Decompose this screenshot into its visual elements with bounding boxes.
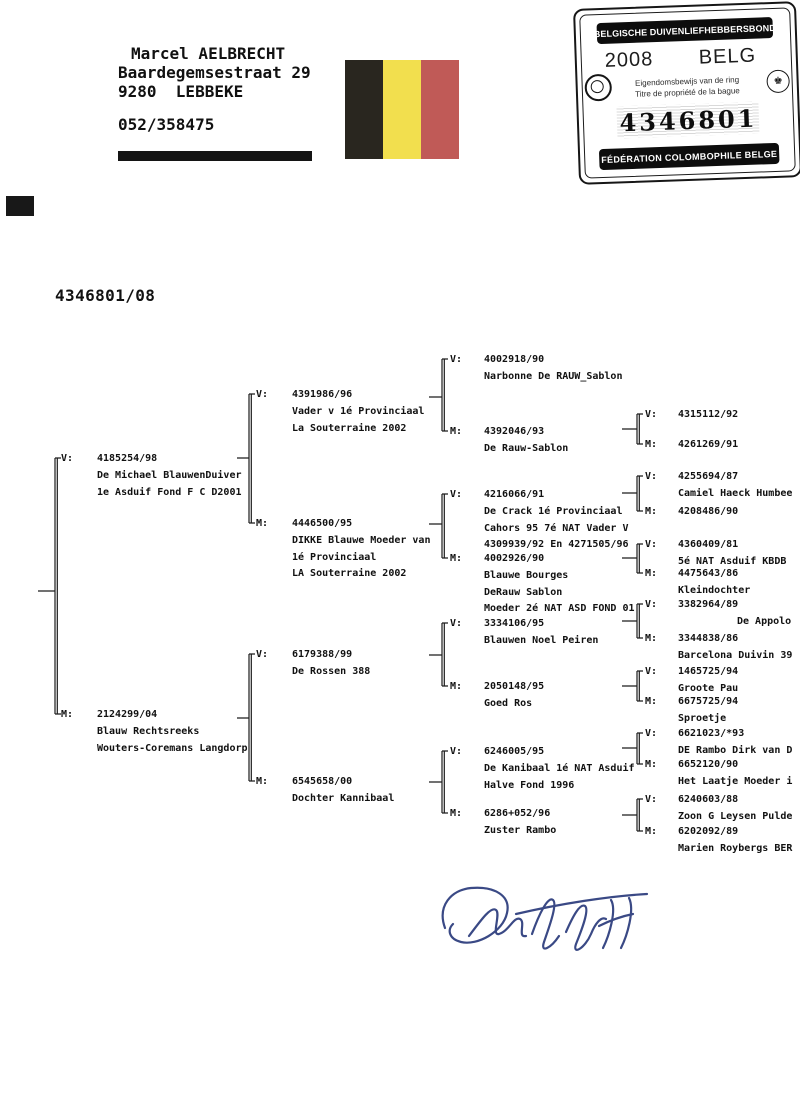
pigeon-info-line: Narbonne De RAUW_Sablon	[484, 370, 623, 382]
dam-label: M:	[645, 506, 658, 517]
dam-label: M:	[61, 709, 74, 720]
stamp-top-banner: BELGISCHE DUIVENLIEFHEBBERSBOND	[597, 17, 774, 44]
pigeon-info-line: Blauwe Bourges	[484, 569, 569, 581]
ring-number: 4475643/86	[678, 568, 739, 579]
flag-black-band	[345, 60, 383, 159]
pedigree-node-gen3-3	[450, 487, 629, 554]
pedigree-node-gen2-1	[256, 387, 424, 437]
sender-phone: 052/358475	[118, 115, 215, 134]
pedigree-node-gen4-7	[645, 597, 791, 631]
pedigree-title: 4346801/08	[55, 286, 156, 305]
pigeon-info-line: De Rossen 388	[292, 665, 371, 677]
pigeon-info-line: Camiel Haeck Humbee	[678, 487, 793, 499]
ring-number: 3334106/95	[484, 618, 545, 629]
ring-number: 6179388/99	[292, 649, 353, 660]
pedigree-node-gen4-6	[645, 566, 750, 600]
dam-label: M:	[256, 518, 269, 529]
sire-label: V:	[61, 453, 74, 464]
stamp-ownership-line-nl: Eigendomsbewijs van de ring	[634, 75, 740, 88]
pigeon-info-line: De Crack 1é Provinciaal	[484, 505, 623, 517]
pedigree-node-gen2-3	[256, 647, 370, 681]
pedigree-node-gen4-13	[645, 792, 792, 826]
sire-label: V:	[645, 471, 658, 482]
ring-number: 6621023/*93	[678, 728, 745, 739]
pigeon-info-line: Barcelona Duivin 39	[678, 649, 793, 661]
pedigree-node-gen4-9	[645, 664, 738, 698]
ring-number: 4261269/91	[678, 439, 739, 450]
sire-label: V:	[256, 649, 269, 660]
ring-number: 6286+052/96	[484, 808, 551, 819]
signature	[415, 876, 660, 971]
pedigree-node-gen2-4	[256, 774, 394, 808]
ring-number: 3344838/86	[678, 633, 739, 644]
pigeon-info-line: Moeder 2é NAT ASD FOND 01	[484, 603, 635, 615]
stamp-crown-icon: ♚	[766, 69, 790, 93]
pedigree-node-gen1-dam	[61, 707, 248, 757]
flag-red-band	[421, 60, 459, 159]
pigeon-info-line: De Michael BlauwenDuiver	[97, 469, 242, 481]
pigeon-info-line: La Souterraine 2002	[292, 422, 407, 434]
ring-number: 6652120/90	[678, 759, 739, 770]
dam-label: M:	[645, 759, 658, 770]
pedigree-node-gen4-12	[645, 757, 792, 791]
pedigree-node-gen3-4	[450, 551, 635, 618]
ring-number: 4392046/93	[484, 426, 545, 437]
sender-street: Baardegemsestraat 29	[118, 63, 311, 82]
ring-number: 4185254/98	[97, 453, 158, 464]
pigeon-info-line: Zuster Rambo	[484, 824, 557, 836]
ring-number: 4002926/90	[484, 553, 545, 564]
pigeon-info-line: Dochter Kannibaal	[292, 792, 395, 804]
dam-label: M:	[450, 681, 463, 692]
flag-yellow-band	[383, 60, 421, 159]
pigeon-info-line: De Appolo	[737, 615, 792, 627]
ring-number: 6675725/94	[678, 696, 739, 707]
pigeon-info-line: Blauw Rechtsreeks	[97, 725, 200, 737]
stamp-ownership-line-fr: Titre de propriété de la bague	[635, 86, 740, 99]
sire-label: V:	[645, 539, 658, 550]
pigeon-info-line: Goed Ros	[484, 697, 533, 709]
pigeon-info-line: Zoon G Leysen Pulde	[678, 810, 793, 822]
pedigree-node-gen4-14	[645, 824, 792, 858]
sender-city: 9280 LEBBEKE	[118, 82, 244, 101]
pigeon-info-line: Vader v 1é Provinciaal	[292, 405, 425, 417]
pigeon-info-line: 1e Asduif Fond F C D2001	[97, 486, 242, 498]
ring-number: 4360409/81	[678, 539, 739, 550]
pigeon-info-line: Het Laatje Moeder i	[678, 775, 793, 787]
sire-label: V:	[256, 389, 269, 400]
ring-ownership-stamp	[573, 1, 800, 185]
pedigree-node-gen4-3	[645, 469, 792, 503]
pedigree-node-gen3-7	[450, 744, 635, 794]
dam-label: M:	[450, 426, 463, 437]
pedigree-node-gen2-2	[256, 516, 430, 583]
sire-label: V:	[645, 409, 658, 420]
pigeon-info-line: 1é Provinciaal	[292, 551, 377, 563]
ring-number: 2124299/04	[97, 709, 158, 720]
pedigree-node-gen3-1	[450, 352, 622, 386]
pedigree-node-gen1-sire	[61, 451, 242, 501]
pigeon-info-line: Cahors 95 7é NAT Vader V	[484, 522, 629, 534]
dam-label: M:	[256, 776, 269, 787]
pigeon-info-line: 4309939/92 En 4271505/96	[484, 539, 629, 551]
stamp-bottom-banner: FÉDÉRATION COLOMBOPHILE BELGE	[599, 143, 780, 170]
pigeon-info-line: DE Rambo Dirk van D	[678, 744, 793, 756]
ring-number: 4446500/95	[292, 518, 353, 529]
pedigree-node-gen3-6	[450, 679, 544, 713]
pedigree-node-gen4-2	[645, 437, 738, 454]
pigeon-info-line: 5é NAT Asduif KBDB	[678, 555, 787, 567]
pedigree-node-gen3-5	[450, 616, 598, 650]
pigeon-info-line: Sproetje	[678, 712, 727, 724]
dam-label: M:	[645, 826, 658, 837]
pigeon-info-line: De Kanibaal 1é NAT Asduif	[484, 762, 635, 774]
dam-label: M:	[450, 553, 463, 564]
sire-label: V:	[450, 354, 463, 365]
pigeon-info-line: LA Souterraine 2002	[292, 568, 407, 580]
belgian-flag	[345, 60, 459, 159]
sire-label: V:	[645, 728, 658, 739]
ring-number: 6240603/88	[678, 794, 739, 805]
sender-address-block	[118, 44, 311, 134]
dam-label: M:	[645, 568, 658, 579]
sire-label: V:	[645, 666, 658, 677]
dam-label: M:	[645, 633, 658, 644]
pigeon-info-line: Marien Roybergs BER	[678, 842, 793, 854]
stamp-country: BELG	[698, 44, 757, 69]
pigeon-info-line: DIKKE Blauwe Moeder van	[292, 534, 431, 546]
pedigree-node-gen3-2	[450, 424, 568, 458]
pigeon-info-line: Kleindochter	[678, 584, 751, 596]
ring-number: 4216066/91	[484, 489, 545, 500]
sire-label: V:	[450, 746, 463, 757]
stamp-year: 2008	[604, 48, 654, 72]
pedigree-node-gen3-8	[450, 806, 556, 840]
dam-label: M:	[645, 439, 658, 450]
sender-name: Marcel AELBRECHT	[131, 44, 286, 63]
ring-number: 6246005/95	[484, 746, 545, 757]
pedigree-node-gen4-11	[645, 726, 792, 760]
ring-number: 4391986/96	[292, 389, 353, 400]
sire-label: V:	[450, 489, 463, 500]
sire-label: V:	[450, 618, 463, 629]
address-underline-bar	[118, 151, 312, 161]
dam-label: M:	[645, 696, 658, 707]
ring-number: 4255694/87	[678, 471, 739, 482]
pigeon-info-line: DeRauw Sablon	[484, 586, 563, 598]
ring-number: 1465725/94	[678, 666, 739, 677]
dam-label: M:	[450, 808, 463, 819]
pedigree-node-gen4-10	[645, 694, 738, 728]
sire-label: V:	[645, 599, 658, 610]
pedigree-node-gen4-4	[645, 504, 738, 521]
ring-number: 6545658/00	[292, 776, 353, 787]
ring-number: 4208486/90	[678, 506, 739, 517]
pigeon-info-line: Blauwen Noel Peiren	[484, 634, 599, 646]
pigeon-info-line: Halve Fond 1996	[484, 779, 575, 791]
ring-number: 2050148/95	[484, 681, 545, 692]
pigeon-info-line: De Rauw-Sablon	[484, 442, 569, 454]
ring-number: 4002918/90	[484, 354, 545, 365]
pigeon-info-line: Groote Pau	[678, 682, 739, 694]
ring-number: 3382964/89	[678, 599, 739, 610]
pedigree-node-gen4-1	[645, 407, 738, 424]
sire-label: V:	[645, 794, 658, 805]
ring-number: 6202092/89	[678, 826, 739, 837]
scan-edge-mark	[6, 196, 34, 216]
pedigree-node-gen4-8	[645, 631, 792, 665]
ring-number: 4315112/92	[678, 409, 739, 420]
stamp-ring-number: 4346801	[619, 103, 758, 138]
pigeon-info-line: Wouters-Coremans Langdorp	[97, 742, 248, 754]
